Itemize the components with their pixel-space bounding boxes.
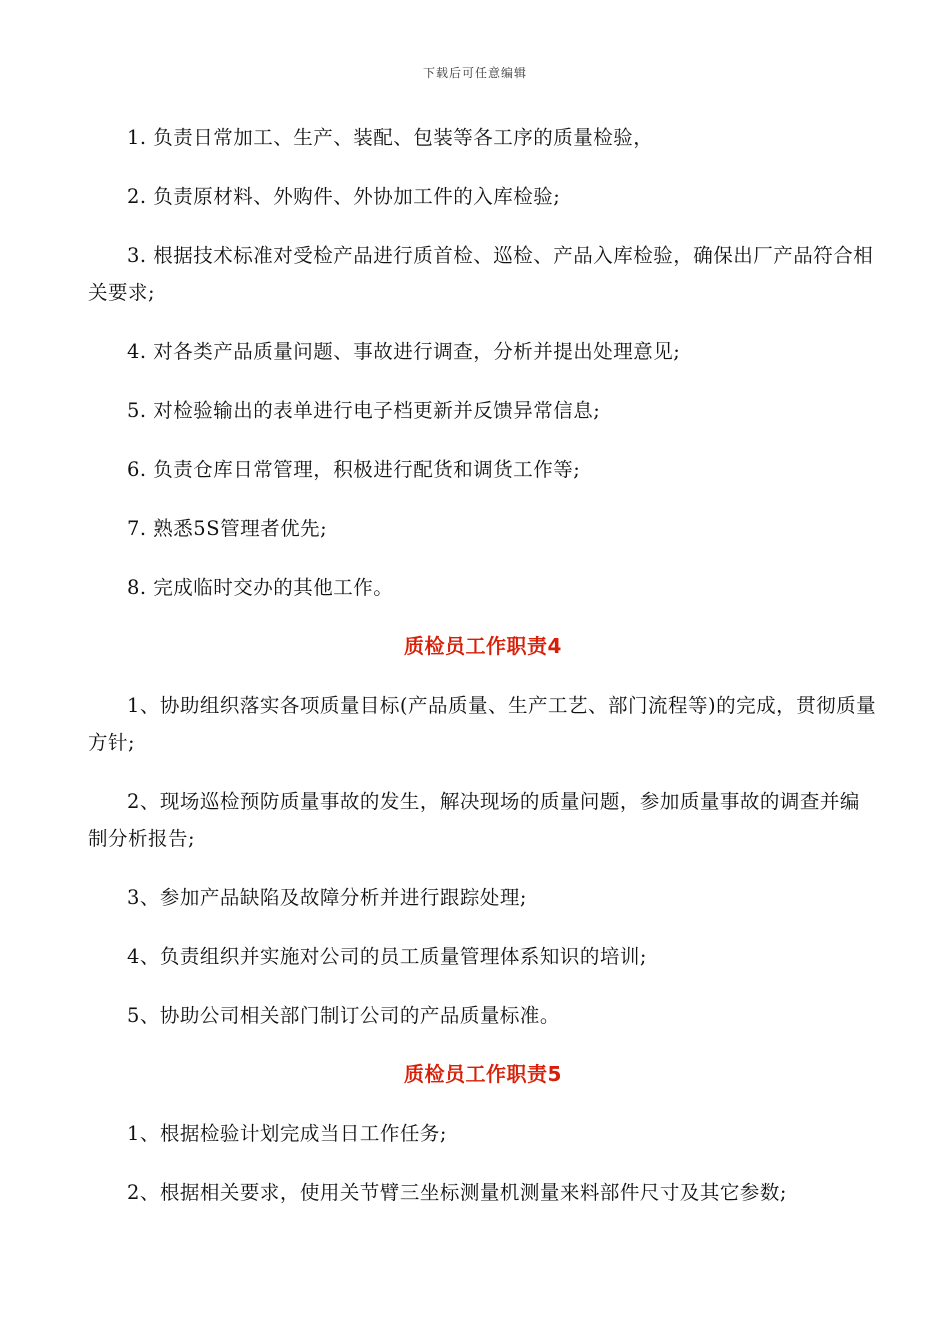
duty-item: 6. 负责仓库日常管理，积极进行配货和调货工作等; [127, 458, 581, 481]
duty-item: 5、协助公司相关部门制订公司的产品质量标准。 [127, 1004, 560, 1027]
duty-item: 1、根据检验计划完成当日工作任务; [127, 1122, 447, 1145]
duty-item: 7. 熟悉5S管理者优先; [127, 517, 328, 540]
duty-item: 5. 对检验输出的表单进行电子档更新并反馈异常信息; [127, 399, 601, 422]
duty-item: 4、负责组织并实施对公司的员工质量管理体系知识的培训; [127, 945, 647, 968]
section-heading-4: 质检员工作职责4 [404, 634, 562, 658]
duty-item: 3. 根据技术标准对受检产品进行质首检、巡检、产品入库检验，确保出厂产品符合相关要求; [88, 244, 874, 304]
duty-item: 2、现场巡检预防质量事故的发生，解决现场的质量问题，参加质量事故的调查并编制分析报告; [88, 790, 860, 850]
header-note: 下载后可任意编辑 [422, 66, 527, 80]
document-body [88, 119, 878, 1233]
duty-item: 2、根据相关要求，使用关节臂三坐标测量机测量来料部件尺寸及其它参数; [127, 1181, 787, 1204]
section-heading-5: 质检员工作职责5 [404, 1062, 562, 1086]
duty-item: 8. 完成临时交办的其他工作。 [127, 576, 394, 599]
duty-item: 4. 对各类产品质量问题、事故进行调查，分析并提出处理意见; [127, 340, 681, 363]
duty-item: 1、协助组织落实各项质量目标(产品质量、生产工艺、部门流程等)的完成，贯彻质量方针; [88, 694, 877, 754]
duty-item: 1. 负责日常加工、生产、装配、包装等各工序的质量检验， [127, 126, 654, 149]
duty-item: 3、参加产品缺陷及故障分析并进行跟踪处理; [127, 886, 527, 909]
duty-item: 2. 负责原材料、外购件、外协加工件的入库检验; [127, 185, 561, 208]
